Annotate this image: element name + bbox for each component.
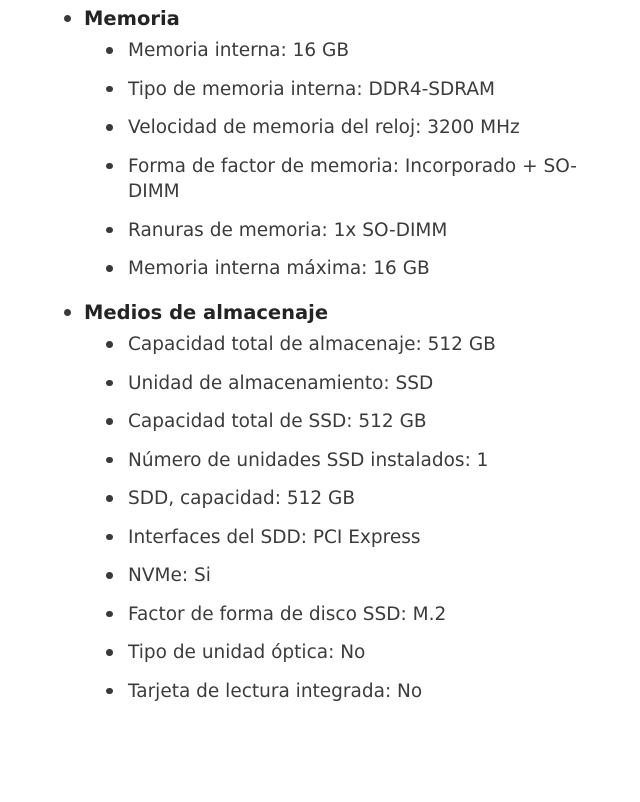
list-item — [106, 409, 622, 435]
spec-item-list — [18, 38, 622, 282]
spec-group-header — [18, 300, 622, 326]
list-item-text: Forma de factor de memoria: Incorporado + SO-DIMM — [128, 155, 577, 203]
spec-group-title: Memoria — [84, 7, 180, 30]
list-item-text: Velocidad de memoria del reloj: 3200 MHz — [128, 117, 520, 139]
bullet-icon — [106, 688, 113, 695]
list-item-text: Tipo de unidad óptica: No — [128, 642, 366, 664]
bullet-icon — [106, 163, 113, 170]
bullet-icon — [106, 47, 113, 54]
list-item — [106, 218, 622, 244]
list-item-text: Unidad de almacenamiento: SSD — [128, 372, 434, 394]
list-item — [106, 679, 622, 705]
bullet-icon — [106, 649, 113, 656]
list-item-text: Interfaces del SDD: PCI Express — [128, 526, 421, 548]
bullet-icon — [106, 380, 113, 387]
spec-group-header — [18, 6, 622, 32]
bullet-icon — [64, 15, 71, 22]
bullet-icon — [106, 124, 113, 131]
bullet-icon — [106, 265, 113, 272]
list-item-text: Ranuras de memoria: 1x SO-DIMM — [128, 219, 448, 241]
bullet-icon — [106, 418, 113, 425]
bullet-icon — [106, 86, 113, 93]
spec-group-memoria — [18, 6, 622, 282]
list-item — [106, 371, 622, 397]
spec-item-list — [18, 332, 622, 704]
list-item — [106, 602, 622, 628]
bullet-icon — [106, 611, 113, 618]
spec-group-title: Medios de almacenaje — [84, 300, 329, 324]
list-item — [106, 154, 622, 205]
list-item-text: Memoria interna: 16 GB — [128, 40, 350, 62]
spec-group-medios-de-almacenaje — [18, 300, 622, 704]
bullet-icon — [106, 341, 113, 348]
list-item-text: Tarjeta de lectura integrada: No — [128, 680, 423, 702]
list-item — [106, 332, 622, 358]
list-item — [106, 77, 622, 103]
list-item — [106, 38, 622, 64]
list-item — [106, 448, 622, 474]
bullet-icon — [106, 572, 113, 579]
list-item — [106, 563, 622, 589]
list-item-text: Factor de forma de disco SSD: M.2 — [128, 603, 447, 625]
bullet-icon — [106, 457, 113, 464]
list-item-text: NVMe: Si — [128, 565, 211, 587]
list-item-text: Memoria interna máxima: 16 GB — [128, 258, 430, 280]
list-item — [106, 256, 622, 282]
list-item-text: Tipo de memoria interna: DDR4-SDRAM — [128, 78, 495, 100]
list-item-text: Capacidad total de SSD: 512 GB — [128, 411, 427, 433]
list-item-text: SDD, capacidad: 512 GB — [128, 488, 356, 510]
bullet-icon — [106, 495, 113, 502]
list-item — [106, 525, 622, 551]
list-item — [106, 640, 622, 666]
bullet-icon — [106, 227, 113, 234]
list-item — [106, 486, 622, 512]
list-item-text: Número de unidades SSD instalados: 1 — [128, 449, 489, 471]
list-item-text: Capacidad total de almacenaje: 512 GB — [128, 334, 496, 356]
bullet-icon — [64, 309, 71, 316]
list-item — [106, 115, 622, 141]
bullet-icon — [106, 534, 113, 541]
